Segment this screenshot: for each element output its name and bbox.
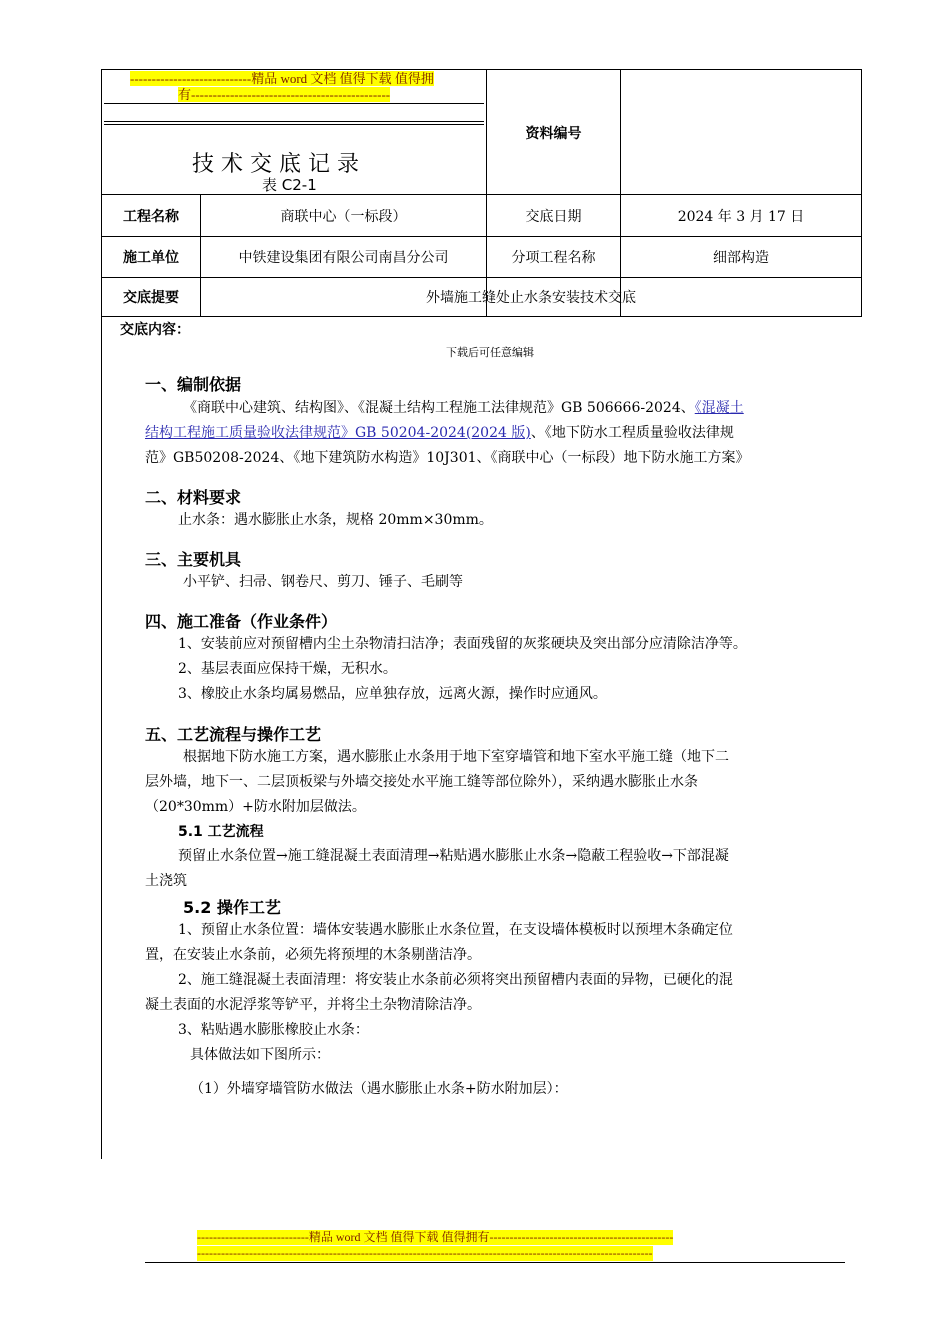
date-value: 2024 年 3 月 17 日 — [677, 208, 805, 225]
section-2-title: 二、材料要求 — [145, 488, 242, 507]
s5-line3: （20*30mm）+防水附加层做法。 — [145, 799, 366, 815]
s52-line7: （1）外墙穿墙管防水做法（遇水膨胀止水条+防水附加层）： — [190, 1081, 568, 1097]
s1-link-part2[interactable]: 结构工程施工质量验收法律规范》GB 50204-2024(2024 版) — [145, 425, 531, 441]
table-top-border — [101, 69, 862, 70]
project-value: 商联中心（一标段） — [280, 208, 407, 225]
doc-no-label: 资料编号 — [525, 126, 582, 142]
section-4-title: 四、施工准备（作业条件） — [145, 612, 338, 631]
top-banner-line1: ----------------------------精品 word 文档 值得下载 值得拥 — [130, 71, 434, 86]
unit-value: 中铁建设集团有限公司南昌分公司 — [238, 250, 449, 266]
table-right-border — [861, 69, 862, 316]
title-underline-b — [104, 121, 484, 122]
s52-line3: 2、施工缝混凝土表面清理：将安装止水条前必须将突出预留槽内表面的异物，已硬化的混 — [178, 972, 733, 988]
s1-line1-text: 《商联中心建筑、结构图》、《混凝土结构工程施工法律规范》GB 506666-2024、 — [183, 400, 695, 416]
s52-line6: 具体做法如下图所示： — [190, 1047, 330, 1063]
s52-title: 5.2 操作工艺 — [183, 898, 281, 917]
top-banner-line2: 有---------------------------------------------- — [178, 87, 391, 102]
s2-line1: 止水条：遇水膨胀止水条，规格 20mm×30mm。 — [178, 512, 493, 528]
s1-line1 — [183, 396, 744, 420]
doc-no-value — [621, 120, 861, 146]
unit-label: 施工单位 — [123, 250, 179, 266]
date-label: 交底日期 — [525, 208, 582, 225]
s5-line2: 层外墙，地下一、二层顶板梁与外墙交接处水平施工缝等部位除外），采纳遇水膨胀止水条 — [145, 774, 698, 790]
s3-line1: 小平铲、扫帚、钢卷尺、剪刀、锤子、毛刷等 — [183, 574, 463, 590]
s1-line2 — [145, 421, 734, 445]
section-5-title: 五、工艺流程与操作工艺 — [145, 725, 322, 744]
page-title: 技 术 交 底 记 录 — [192, 152, 359, 177]
summary-value: 外墙施工缝处止水条安装技术交底 — [426, 290, 636, 306]
s52-line2: 置，在安装止水条前，必须先将预埋的木条剔凿洁净。 — [145, 947, 481, 963]
section-1-title: 一、编制依据 — [145, 375, 242, 394]
editable-note: 下载后可任意编辑 — [446, 346, 534, 359]
bottom-banner-line2: ------------------------------------------------------------------------------------------------------------------ — [197, 1246, 653, 1260]
bottom-banner-line1: ----------------------------精品 word 文档 值得下载 值得拥有---------------------------------------------- — [197, 1230, 674, 1244]
form-number: 表 C2-1 — [262, 176, 317, 194]
s51-title: 5.1 工艺流程 — [178, 824, 264, 840]
s4-line1: 1、安装前应对预留槽内尘土杂物清扫洁净；表面残留的灰浆硬块及突出部分应清除洁净等。 — [178, 636, 747, 652]
s1-line2-text: 、《地下防水工程质量验收法律规 — [530, 425, 734, 441]
s51-line1: 预留止水条位置→施工缝混凝土表面清理→粘贴遇水膨胀止水条→隐蔽工程验收→下部混凝 — [178, 848, 729, 864]
s4-line2: 2、基层表面应保持干燥，无积水。 — [178, 661, 397, 677]
project-label: 工程名称 — [123, 208, 179, 225]
subproject-value: 细部构造 — [713, 250, 769, 266]
s52-line1: 1、预留止水条位置：墙体安装遇水膨胀止水条位置，在支设墙体模板时以预埋木条确定位 — [178, 922, 733, 938]
s1-link-part1[interactable]: 《混凝土 — [694, 400, 744, 416]
footer-rule — [145, 1262, 845, 1263]
s51-line2: 土浇筑 — [145, 873, 187, 889]
subproject-label: 分项工程名称 — [511, 250, 596, 266]
s52-line5: 3、粘贴遇水膨胀橡胶止水条： — [178, 1022, 369, 1038]
s52-line4: 凝土表面的水泥浮浆等铲平，并将尘土杂物清除洁净。 — [145, 997, 481, 1013]
title-underline-a — [104, 103, 484, 104]
section-3-title: 三、主要机具 — [145, 550, 242, 569]
s4-line3: 3、橡胶止水条均属易燃品，应单独存放，远离火源，操作时应通风。 — [178, 686, 607, 702]
s1-line3: 范》GB50208-2024、《地下建筑防水构造》10J301、《商联中心（一标段）地下防水施工方案》 — [145, 450, 750, 466]
content-label: 交底内容： — [120, 322, 190, 338]
s5-line1: 根据地下防水施工方案，遇水膨胀止水条用于地下室穿墙管和地下室水平施工缝（地下二 — [183, 749, 729, 765]
summary-label: 交底提要 — [123, 290, 179, 306]
row-line-4 — [101, 316, 862, 317]
title-underline-c — [104, 124, 484, 125]
